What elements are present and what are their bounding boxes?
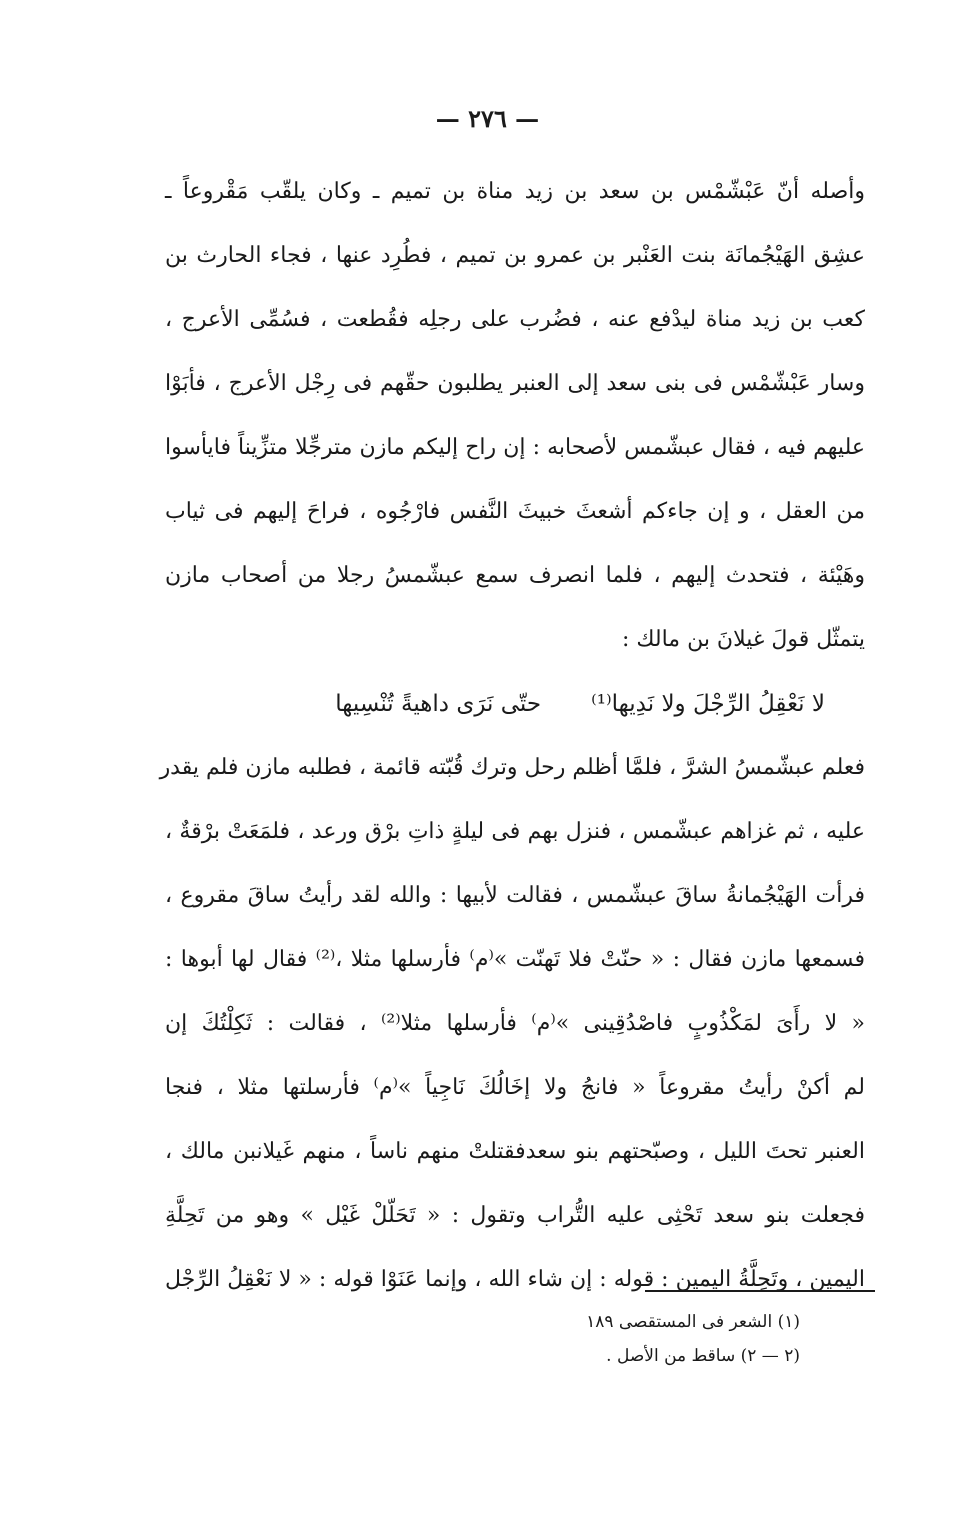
- text-line: من العقل ، و إن جاءكم أشعثَ خبيثَ النَّفس فارْجُوه ، فراحَ إليهم فى ثياب: [165, 499, 865, 524]
- footnote: (١) الشعر فى المستقصى ١٨٩: [586, 1312, 800, 1332]
- page-number: — ٢٧٦ —: [435, 104, 540, 133]
- text-line: يتمثّل قولَ غيلانَ بن مالك :: [621, 627, 865, 652]
- text-line: عشِق الهَيْجُمانَة بنت العَنْبر بن عمرو بن تميم ، فطُرِد عنها ، فجاء الحارث بن: [165, 243, 865, 268]
- text-line: كعب بن زيد مناة ليدْفع عنه ، فضُرب على رجلِه فقُطعت ، فسُمِّى الأعرج ،: [165, 307, 865, 332]
- text-line: وهَيْئة ، فتحدث إليهم ، فلما انصرف سمع عبشّمسُ رجلا من أصحاب مازن: [165, 563, 865, 588]
- text-line: فجعلت بنو سعد تَحْثِى عليه التُّراب وتقول : « تَحَلّلْ غَيْل » وهو من تَحِلَّةِ: [165, 1203, 865, 1228]
- text-line: اليمين ، وتَحِلَّةُ اليمين : قوله : إن شاء الله ، وإنما عَنَوْا قوله : « لا نَعْقِلُ الرِّجْل: [165, 1267, 865, 1292]
- text-line: وسار عَبْشّمْس فى بنى سعد إلى العنبر يطلبون حقّهم فى رِجْل الأعرج ، فأبَوْا: [165, 371, 865, 396]
- text-line: فرأت الهَيْجُمانةُ ساقَ عبشّمس ، فقالت لأبيها : والله لقد رأيتُ ساقَ مقروع ،: [165, 883, 865, 908]
- text-line: « لا رأَىَ لمَكْذُوبٍ فاصْدُقِينى »⁽م⁾ فأرسلها مثلا⁽²⁾ ، فقالت : ثَكِلْتُكَ إن: [165, 1011, 865, 1036]
- verse-first-hemistich: لا نَعْقِلُ الرِّجْلَ ولا نَدِيها⁽¹⁾: [591, 691, 825, 717]
- poetry-verse: [165, 672, 865, 736]
- text-line: العنبر تحتَ الليل ، وصبّحتهم بنو سعدفقتلتْ منهم ناساً ، منهم غَيلانبن مالك ،: [165, 1139, 865, 1164]
- text-line: فسمعها مازن فقال : « حنّتْ فلا تَهنّت »⁽م⁾ فأرسلها مثلا ،⁽²⁾ فقال لها أبوها :: [165, 947, 865, 972]
- text-line: وأصله أنّ عَبْشّمْس بن سعد بن زيد مناة بن تميم ـ وكان يلقّب مَقْروعاً ـ: [165, 179, 865, 204]
- text-line: عليه ، ثم غزاهم عبشّمس ، فنزل بهم فى ليلةٍ ذاتِ برْق ورعد ، فلمَعَتْ برْقةٌ ،: [165, 819, 865, 844]
- main-text: [159, 160, 865, 1312]
- text-line: عليهم فيه ، فقال عبشّمس لأصحابه : إن راح إليكم مازن مترجِّلا متزِّيناً فايأسوا: [165, 435, 865, 460]
- verse-second-hemistich: حتّى نَرَى داهيةً تُنْسِيها: [335, 691, 542, 717]
- text-line: لم أكنْ رأيتُ مقروعاً « فانجُ ولا إخَالُكَ نَاجِياً »⁽م⁾ فأرسلتها مثلا ، فنجا: [165, 1075, 865, 1100]
- text-line: فعلم عبشّمسُ الشرَّ ، فلمَّا أظلم رحل وترك قُبّته قائمة ، فطلبه مازن فلم يقدر: [159, 755, 865, 780]
- footnote: (٢ — ٢) ساقط من الأصل .: [606, 1346, 800, 1366]
- footnote-separator: [645, 1290, 875, 1292]
- footnotes: [450, 1305, 800, 1373]
